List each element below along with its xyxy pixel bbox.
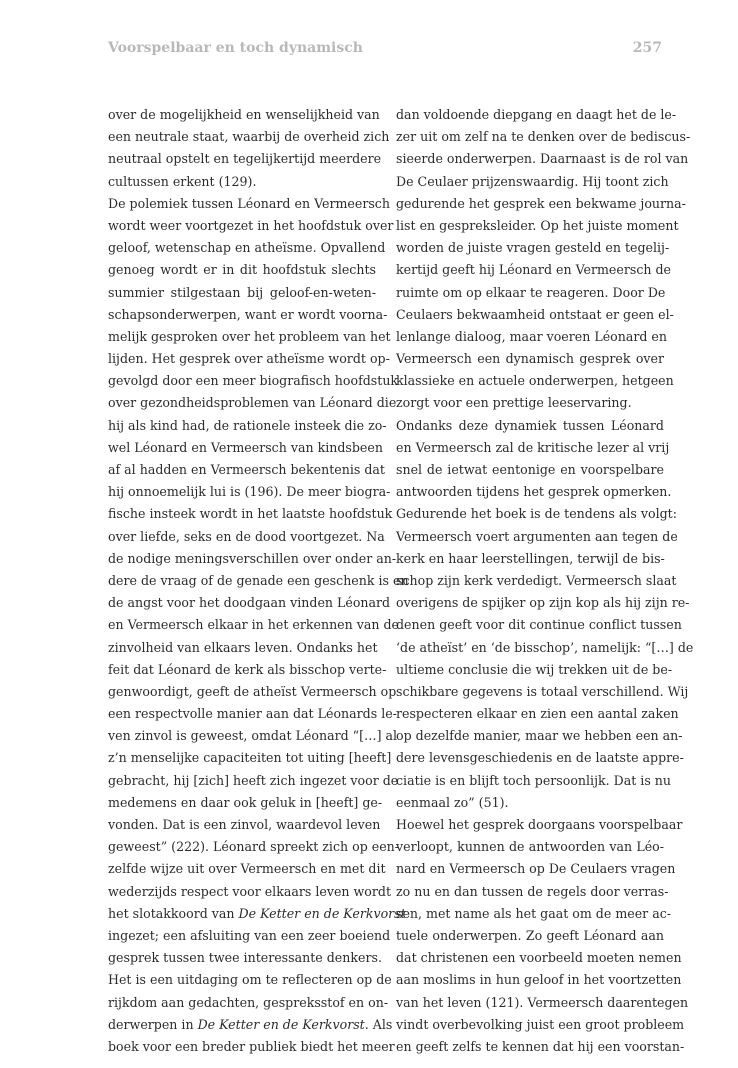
text-line	[108, 104, 380, 126]
text-line	[108, 326, 391, 348]
text-line	[108, 747, 392, 769]
text-line	[396, 282, 664, 304]
text-run: gedurende het gesprek een bekwame journa-	[396, 195, 686, 211]
text-run: sieerde onderwerpen. Daarnaast is de rol van	[396, 151, 689, 167]
text-run: de angst voor het doodgaan vinden Léonard	[108, 595, 391, 611]
text-run: gesprek tussen twee interessante denkers.	[108, 950, 382, 966]
text-line	[396, 148, 689, 170]
text-line	[396, 725, 683, 747]
text-run: kertijd geeft hij Léonard en Vermeersch de	[396, 262, 671, 278]
running-head	[108, 40, 662, 62]
text-line	[108, 592, 391, 614]
text-line	[396, 237, 670, 259]
text-line	[396, 1036, 685, 1058]
text-line	[108, 348, 390, 370]
text-run: een respectvolle manier aan dat Léonards le-	[108, 706, 397, 722]
text-run: van het leven (121). Vermeersch daarentegen	[396, 994, 689, 1010]
text-run: snel de ietwat eentonige en voorspelbare	[396, 462, 664, 477]
text-run: en geeft zelfs te kennen dat hij een voorstan-	[396, 1038, 685, 1054]
text-line	[108, 903, 406, 925]
text-run: sen, met name als het gaat om de meer ac-	[396, 905, 672, 921]
text-line	[396, 947, 682, 969]
text-run: kerk en haar leerstellingen, terwijl de bis-	[396, 550, 665, 566]
text-line	[108, 126, 390, 148]
text-line	[108, 171, 376, 193]
text-run: vindt overbevolking juist een groot probleem	[396, 1016, 685, 1032]
text-run: ruimte om op elkaar te reageren. Door De	[396, 284, 666, 300]
text-line	[108, 526, 385, 548]
text-run: af al hadden en Vermeersch bekentenis dat	[108, 462, 385, 477]
text-run: een neutrale staat, waarbij de overheid zich	[108, 129, 390, 145]
text-run: over gezondheidsproblemen van Léonard die	[108, 395, 397, 411]
text-run: melijk gesproken over het probleem van het	[108, 328, 391, 344]
text-line	[396, 836, 664, 858]
text-line	[396, 570, 677, 592]
text-run: schikbare gegevens is totaal verschillend. Wij	[396, 683, 689, 699]
text-run: cultussen erkent (129).	[108, 173, 257, 189]
text-run: ultieme conclusie die wij trekken uit de be-	[396, 661, 673, 677]
text-run: denen geeft voor dit continue conflict tussen	[396, 617, 682, 633]
text-run: gevolgd door een meer biografisch hoofdstuk	[108, 373, 399, 389]
text-run: lenlange dialoog, maar voeren Léonard en	[396, 328, 667, 344]
text-line	[396, 171, 669, 193]
text-line	[108, 193, 390, 215]
text-line	[108, 881, 392, 903]
text-line	[108, 459, 385, 481]
text-run: ven zinvol is geweest, omdat Léonard “[…] al	[108, 728, 398, 744]
text-run: aan moslims in hun geloof in het voortzetten	[396, 972, 682, 988]
text-run: en Vermeersch elkaar in het erkennen van de	[108, 617, 399, 633]
text-line	[396, 193, 686, 215]
text-run: Ondanks deze dynamiek tussen Léonard	[396, 417, 664, 433]
text-line	[396, 126, 691, 148]
text-run: summier stilgestaan bij geloof-en-weten-	[108, 284, 376, 300]
text-line	[396, 592, 690, 614]
text-line	[396, 326, 667, 348]
text-line	[396, 792, 664, 814]
text-run: lijden. Het gesprek over atheïsme wordt op-	[108, 351, 390, 367]
text-run: worden de juiste vragen gesteld en tegelij-	[396, 240, 670, 256]
text-line	[396, 925, 664, 947]
text-run: ciatie is en blijft toch persoonlijk. Dat is nu	[396, 772, 672, 788]
text-line	[108, 992, 389, 1014]
text-line	[108, 282, 376, 304]
text-run: Vermeersch een dynamisch gesprek over	[396, 351, 664, 367]
text-run: overigens de spijker op zijn kop als hij zijn re-	[396, 595, 690, 611]
text-run: zo nu en dan tussen de regels door verras-	[396, 883, 669, 899]
text-line	[396, 437, 670, 459]
text-run: dan voldoende diepgang en daagt het de le-	[396, 107, 677, 122]
page-number: 257	[632, 40, 662, 56]
text-line	[396, 969, 682, 991]
text-run: respecteren elkaar en zien een aantal zaken	[396, 706, 679, 722]
text-run: gebracht, hij [zich] heeft zich ingezet voor de	[108, 772, 399, 788]
text-line	[108, 925, 391, 947]
text-run: over de mogelijkheid en wenselijkheid van	[108, 107, 380, 122]
text-line	[396, 104, 677, 126]
text-run: Hoewel het gesprek doorgaans voorspelbaar	[396, 817, 683, 832]
text-line	[396, 858, 676, 880]
text-line	[108, 770, 399, 792]
text-run: geloof, wetenschap en atheïsme. Opvallend	[108, 240, 386, 256]
text-line	[108, 1036, 395, 1058]
text-run: Vermeersch voert argumenten aan tegen de	[396, 528, 678, 544]
text-line	[108, 947, 382, 969]
text-run: wordt weer voortgezet in het hoofdstuk over	[108, 217, 394, 233]
text-line	[396, 526, 678, 548]
text-line	[396, 814, 683, 836]
text-line	[396, 1014, 685, 1036]
text-line	[108, 792, 383, 814]
text-run: schapsonderwerpen, want er wordt voorna-	[108, 306, 388, 322]
text-run: Gedurende het boek is de tendens als volgt:	[396, 506, 677, 522]
text-run: zer uit om zelf na te denken over de bediscus-	[396, 129, 691, 145]
text-line	[396, 481, 672, 503]
text-line	[396, 881, 669, 903]
text-run: fische insteek wordt in het laatste hoofdstuk	[108, 506, 393, 522]
text-line	[108, 637, 376, 659]
text-run: zorgt voor een prettige leeservaring.	[396, 395, 632, 411]
text-run: Het is een uitdaging om te reflecteren op de	[108, 972, 392, 988]
text-run: nard en Vermeersch op De Ceulaers vragen	[396, 861, 676, 877]
text-line	[396, 903, 672, 925]
text-run: zinvolheid van elkaars leven. Ondanks het	[108, 639, 378, 655]
text-run: De polemiek tussen Léonard en Vermeersch	[108, 195, 390, 211]
text-line	[108, 437, 383, 459]
text-run: list en gespreksleider. Op het juiste moment	[396, 217, 679, 233]
text-line	[396, 259, 671, 281]
text-run: antwoorden tijdens het gesprek opmerken.	[396, 484, 672, 500]
text-run: boek voor een breder publiek biedt het meer	[108, 1038, 395, 1054]
text-line	[108, 659, 387, 681]
text-run: hij als kind had, de rationele insteek die zo-	[108, 417, 387, 433]
text-run: wederzijds respect voor elkaars leven wordt	[108, 883, 392, 899]
text-line	[108, 969, 392, 991]
book-title-italic: De Ketter en de Kerkvorst	[238, 905, 406, 921]
text-run: vonden. Dat is een zinvol, waardevol leven	[108, 817, 381, 832]
text-line	[396, 614, 682, 636]
text-line	[108, 836, 400, 858]
text-run: genoeg wordt er in dit hoofdstuk slechts	[108, 262, 376, 278]
text-line	[396, 415, 664, 437]
text-run: de nodige meningsverschillen over onder an-	[108, 550, 397, 566]
text-run: medemens en daar ook geluk in [heeft] ge-	[108, 794, 383, 810]
left-text-column	[108, 104, 409, 1058]
text-run: Ceulaers bekwaamheid ontstaat er geen el-	[396, 306, 674, 322]
text-line	[396, 370, 674, 392]
text-line	[396, 659, 673, 681]
text-line	[396, 747, 684, 769]
text-line	[108, 148, 382, 170]
running-head-title: Voorspelbaar en toch dynamisch	[108, 40, 363, 56]
text-run: z’n menselijke capaciteiten tot uiting [heeft]	[108, 750, 392, 766]
text-run: dere de vraag of de genade een geschenk is en	[108, 572, 409, 588]
text-line	[396, 703, 679, 725]
text-run: hij onnoemelijk lui is (196). De meer biogra-	[108, 484, 391, 500]
text-line	[108, 237, 386, 259]
text-line	[108, 503, 393, 525]
text-line	[108, 703, 397, 725]
text-line	[396, 304, 674, 326]
text-line	[108, 215, 394, 237]
text-run: en Vermeersch zal de kritische lezer al vrij	[396, 439, 670, 455]
text-line	[108, 370, 399, 392]
text-run: verloopt, kunnen de antwoorden van Léo-	[396, 839, 664, 855]
text-run: geweest” (222). Léonard spreekt zich op een-	[108, 839, 400, 855]
text-run: schop zijn kerk verdedigt. Vermeersch slaat	[396, 572, 677, 588]
text-run: . Als	[364, 1016, 393, 1032]
text-line	[108, 725, 398, 747]
book-title-italic: De Ketter en de Kerkvorst	[197, 1016, 365, 1032]
text-run: eenmaal zo” (51).	[396, 794, 509, 810]
text-line	[108, 304, 388, 326]
text-run: derwerpen in	[108, 1016, 198, 1032]
text-run: tuele onderwerpen. Zo geeft Léonard aan	[396, 927, 664, 943]
text-run: neutraal opstelt en tegelijkertijd meerdere	[108, 151, 382, 167]
text-line	[108, 259, 376, 281]
text-run: wel Léonard en Vermeersch van kindsbeen	[108, 439, 383, 455]
text-run: genwoordigt, geeft de atheïst Vermeersch op	[108, 683, 397, 699]
text-line	[108, 614, 399, 636]
right-text-column	[396, 104, 694, 1058]
text-run: over liefde, seks en de dood voortgezet. Na	[108, 528, 385, 544]
text-run: zelfde wijze uit over Vermeersch en met dit	[108, 861, 386, 877]
text-run: ‘de atheïst’ en ‘de bisschop’, namelijk: “[…] de	[396, 639, 694, 655]
text-run: op dezelfde manier, maar we hebben een an-	[396, 728, 683, 744]
text-run: feit dat Léonard de kerk als bisschop verte-	[108, 661, 387, 677]
text-line	[108, 858, 386, 880]
text-run: De Ceulaer prijzenswaardig. Hij toont zich	[396, 173, 669, 189]
text-run: het slotakkoord van	[108, 905, 239, 921]
text-line	[108, 570, 409, 592]
text-line	[396, 548, 664, 570]
text-run: dat christenen een voorbeeld moeten nemen	[396, 950, 682, 966]
text-line	[396, 992, 689, 1014]
text-line	[108, 481, 391, 503]
text-line	[108, 814, 381, 836]
text-line	[396, 215, 679, 237]
text-line	[108, 681, 397, 703]
text-run: dere levensgeschiedenis en de laatste appre-	[396, 750, 684, 766]
text-line	[108, 548, 397, 570]
text-line	[396, 503, 677, 525]
text-line	[396, 459, 664, 481]
text-line	[108, 392, 397, 414]
text-line	[396, 681, 689, 703]
text-run: rijkdom aan gedachten, gespreksstof en on-	[108, 994, 389, 1010]
text-run: ingezet; een afsluiting van een zeer boeiend	[108, 927, 391, 943]
text-line	[396, 637, 694, 659]
text-run: klassieke en actuele onderwerpen, hetgeen	[396, 373, 674, 389]
text-line	[396, 770, 672, 792]
text-line	[396, 348, 664, 370]
text-line	[108, 1014, 393, 1036]
text-line	[396, 392, 664, 414]
text-line	[108, 415, 387, 437]
